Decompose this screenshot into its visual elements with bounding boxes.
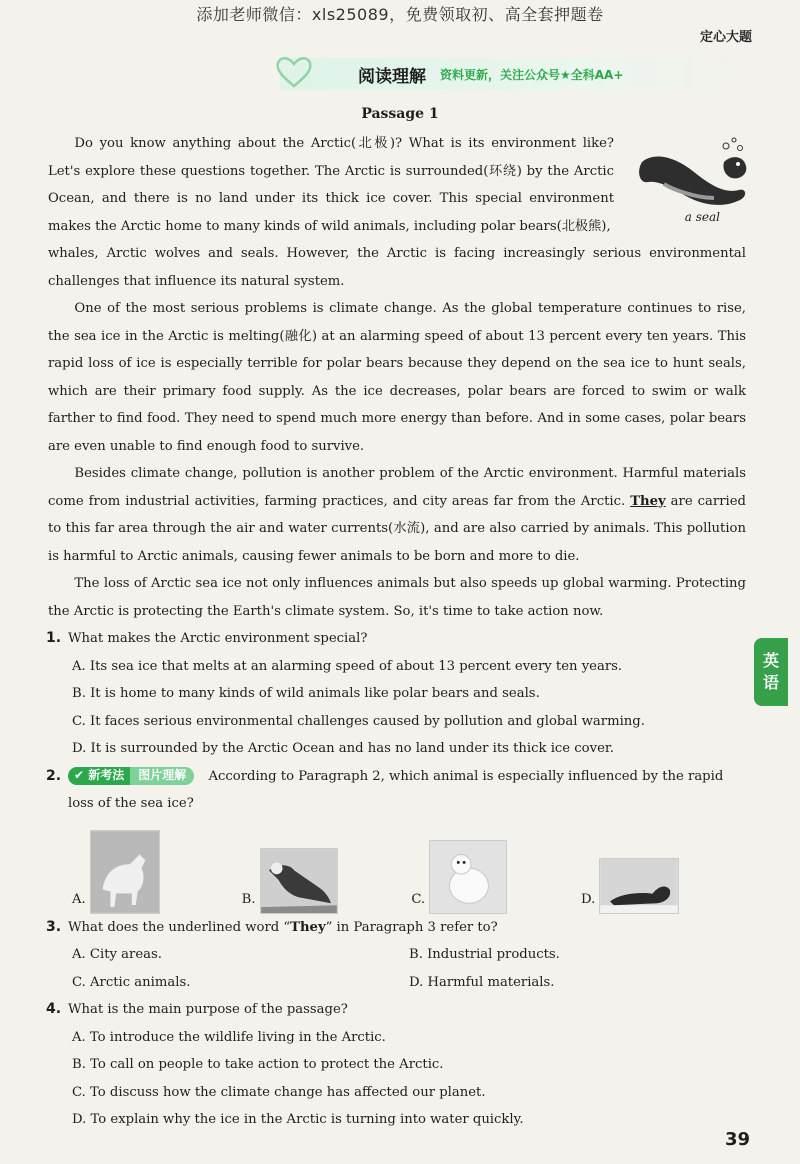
- paragraph-3-before: Besides climate change, pollution is another problem of the Arctic environment. Harmful materials come from industrial activities, farming practices, and city areas far from the Arctic.: [48, 466, 746, 509]
- question-number: 3.: [46, 918, 62, 935]
- passage-title: Passage 1: [361, 106, 439, 122]
- quoted-word: They: [290, 919, 326, 935]
- options-grid: [48, 941, 746, 996]
- section-note: 资料更新，关注公众号★全科AA+: [440, 67, 624, 82]
- image-options: [48, 822, 746, 914]
- picture-badge: 图片理解: [130, 767, 194, 785]
- image-option-c[interactable]: [411, 822, 576, 914]
- option-letter: A.: [72, 892, 86, 907]
- option[interactable]: C. Arctic animals.: [72, 974, 191, 990]
- question-3: [48, 914, 746, 942]
- underlined-word: They: [630, 493, 666, 509]
- option-letter: D.: [580, 892, 596, 907]
- question-number: 2.: [46, 767, 62, 784]
- image-option-a[interactable]: [72, 822, 237, 914]
- question-text: What does the underlined word “They” in Paragraph 3 refer to?: [68, 919, 498, 935]
- section-title: 阅读理解: [358, 66, 426, 87]
- question-number: 1.: [46, 630, 62, 646]
- polar-bear-icon: [429, 840, 507, 914]
- question-number: 4.: [46, 1001, 62, 1017]
- seal-caption: a seal: [684, 210, 720, 224]
- question-text: [68, 763, 746, 818]
- option[interactable]: C. It faces serious environmental challenges caused by pollution and global warming.: [72, 713, 645, 729]
- option[interactable]: A. To introduce the wildlife living in the Arctic.: [72, 1029, 386, 1045]
- image-option-d[interactable]: [581, 822, 746, 914]
- eagle-icon: [260, 848, 338, 914]
- question-1: [48, 625, 746, 653]
- option[interactable]: B. To call on people to take action to protect the Arctic.: [72, 1057, 444, 1072]
- image-option-b[interactable]: [242, 822, 407, 914]
- corner-label: 定心大题: [699, 30, 752, 45]
- section-header: [280, 58, 750, 90]
- paragraph-2: One of the most serious problems is climate change. As the global temperature continues to rise, the sea ice in the Arctic is melting(融化) at an alarming speed of about 13 percent every ten years. This rapid loss of ice is especially terrible for polar bears because they depend on the sea ice to hunt seals, which are their primary food supply. As the ice decreases, polar bears are forced to swim or walk farther to find food. They need to spend much more energy than before. And in some cases, polar bears are even unable to find enough food to survive.: [48, 301, 746, 454]
- passage-content: [48, 130, 746, 1134]
- question-2-text: According to Paragraph 2, which animal is especially influenced by the rapid loss of the sea ice?: [68, 768, 724, 811]
- option[interactable]: A. Its sea ice that melts at an alarming speed of about 13 percent every ten years.: [72, 658, 623, 674]
- option[interactable]: D. Harmful materials.: [409, 974, 555, 990]
- arctic-wolf-icon: [90, 830, 160, 914]
- subject-side-tab[interactable]: [754, 638, 788, 706]
- paragraph-3: [48, 460, 746, 570]
- paragraph-1: Do you know anything about the Arctic(北极)? What is its environment like? Let's explore these questions together. The Arctic is surrounded(环绕) by the Arctic Ocean, and there is no land under its thick ice cover. This special environment makes the Arctic home to many kinds of wild animals, including polar bears(北极熊),: [48, 136, 614, 234]
- heart-outline-icon: [274, 54, 314, 90]
- question-text: What makes the Arctic environment special?: [68, 631, 368, 646]
- option[interactable]: D. It is surrounded by the Arctic Ocean and has no land under its thick ice cover.: [72, 741, 614, 756]
- side-tab-char: 英: [762, 651, 779, 670]
- side-tab-char: 语: [762, 673, 779, 692]
- new-method-badge: ✔ 新考法: [68, 767, 130, 785]
- question-4: [48, 996, 746, 1024]
- page-number: 39: [724, 1129, 750, 1150]
- question-text: What is the main purpose of the passage?: [68, 1002, 348, 1017]
- question-2: [48, 763, 746, 818]
- option[interactable]: B. It is home to many kinds of wild animals like polar bears and seals.: [72, 686, 540, 701]
- badge-check-icon: ✔: [74, 768, 85, 783]
- option-letter: B.: [241, 892, 256, 907]
- option-letter: C.: [411, 892, 426, 907]
- paragraph-3-after: are carried to this far area through the air and water currents(水流), and are also carried by animals. This pollution is harmful to Arctic animals, causing fewer animals to be born and more to die.: [48, 493, 746, 564]
- paragraph-4: The loss of Arctic sea ice not only influences animals but also speeds up global warming. Protecting the Arctic is protecting the Earth's climate system. So, it's time to take action now.: [48, 576, 746, 619]
- seal-photo-icon: [599, 858, 679, 914]
- option[interactable]: D. To explain why the ice in the Arctic is turning into water quickly.: [72, 1112, 524, 1127]
- top-banner: 添加老师微信：xls25089，免费领取初、高全套押题卷: [196, 5, 604, 24]
- option[interactable]: C. To discuss how the climate change has affected our planet.: [72, 1084, 486, 1100]
- option[interactable]: A. City areas.: [72, 947, 162, 962]
- paragraph-1-continued: whales, Arctic wolves and seals. However, the Arctic is facing increasingly serious environmental challenges that influence its natural system.: [48, 246, 746, 289]
- option[interactable]: B. Industrial products.: [409, 947, 560, 962]
